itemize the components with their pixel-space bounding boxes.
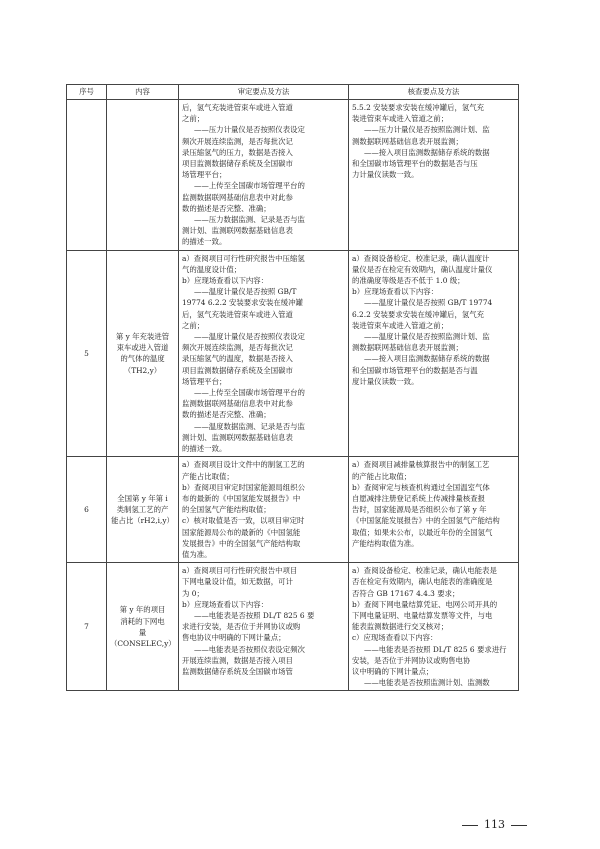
verify-line: 5.5.2 安装要求安装在缓冲罐后，氢气充 xyxy=(352,103,485,112)
verify-line: 自愿减排注册登记系统上传减排量核查报 xyxy=(352,493,486,503)
review-line: ——电能表是否按照仪表设定频次 xyxy=(194,644,305,654)
review-line: ——上传至全国碳市场管理平台的 xyxy=(194,388,305,398)
verify-points-cell xyxy=(349,563,519,691)
review-line: 的描述一致。 xyxy=(182,444,227,454)
table-body xyxy=(67,100,519,691)
verify-points-cell xyxy=(349,100,519,251)
verify-line: 否符合 GB 17167 4.4.3 要求； xyxy=(352,588,460,598)
review-line: 数的描述是否完整、准确； xyxy=(182,203,271,213)
verify-line: 产能结构取值为准。 xyxy=(352,538,419,548)
verify-line: b）应现场查看以下内容： xyxy=(352,287,439,297)
review-line: a）查阅项目可行性研究报告中项目 xyxy=(182,566,298,576)
verify-line: b）查阅审定与核查机构通过全国温室气体 xyxy=(352,482,490,492)
content-line: （CONSELEC,y） xyxy=(110,638,176,648)
review-line: 数的描述是否完整、准确； xyxy=(182,410,271,420)
review-line: 之前； xyxy=(182,114,205,124)
review-line: 后，氢气充装进管束车或进入管道 xyxy=(182,103,293,112)
row-content-cell xyxy=(107,100,179,251)
header-content: 内容 xyxy=(107,85,179,100)
verify-line: c）应现场查看以下内容： xyxy=(352,633,438,643)
verify-line: 测数据联网基础信息表开展监测； xyxy=(352,136,463,146)
review-line: 气的温度设计值； xyxy=(182,264,242,274)
verify-line: 装进管束车或进入管道之前； xyxy=(352,114,449,124)
review-line: 布的最新的《中国氢能发展报告》中 xyxy=(182,493,301,503)
verify-line: 下网电量证明、电量结算发票等文件，与电 xyxy=(352,610,493,620)
review-line: ——压力计量仪是否按照仪表设定 xyxy=(194,125,305,135)
review-line: ——电能表是否按照 DL/T 825 6 要 xyxy=(194,610,315,620)
verify-line: a）查阅设备检定、校准记录，确认温度计 xyxy=(352,253,490,263)
review-line: 开展连续监测，数据是否接入项目 xyxy=(182,655,293,665)
table-row xyxy=(67,563,519,691)
review-line: b）查阅项目审定时国家能源局组织公 xyxy=(182,482,305,492)
review-line: ——压力数据监测、记录是否与监 xyxy=(194,215,305,225)
verify-points-cell xyxy=(349,250,519,457)
content-line: （TH2,y） xyxy=(123,365,162,375)
review-line: ——温度计量仪是否按照 GB/T xyxy=(194,287,297,297)
verify-line: 的准确度等级是否不低于 1.0 级； xyxy=(352,276,465,286)
verify-line: 《中国氢能发展报告》中的全国氢气产能结构 xyxy=(352,516,500,526)
table-row xyxy=(67,100,519,251)
verify-line: ——温度计量仪是否按照监测计划、监 xyxy=(364,332,490,342)
review-line: 售电协议中明确的下网计量点； xyxy=(182,633,286,643)
review-line: 19774 6.2.2 安装要求安装在缓冲罐 xyxy=(182,298,303,308)
table-row xyxy=(67,457,519,563)
content-line: 的气体的温度 xyxy=(120,354,165,364)
verify-line: 装进管束车或进入管道之前； xyxy=(352,320,449,330)
verify-line: 否在检定有效期内，确认电能表的准确度是 xyxy=(352,577,493,587)
content-line: 类制氢工艺的产 xyxy=(116,505,169,515)
review-line: 国家能源局公布的最新的《中国氢能 xyxy=(182,527,301,537)
row-content-cell xyxy=(107,250,179,457)
review-line: 频次开展连续监测，是否每批次记 xyxy=(182,136,293,146)
review-line: 测计划、监测联网数据基础信息表 xyxy=(182,226,293,236)
review-points-cell xyxy=(179,100,349,251)
review-line: 发展报告》中的全国氢气产能结构取 xyxy=(182,538,301,548)
verify-line: 取值；如果未公布，以最近年份的全国氢气 xyxy=(352,527,493,537)
table-row xyxy=(67,250,519,457)
verify-line: 议中明确的下网计量点； xyxy=(352,666,434,676)
row-index-cell: 5 xyxy=(67,250,107,457)
review-line: 场管理平台； xyxy=(182,170,227,180)
verify-line: 告时，国家能源局是否组织公布了第 y 年 xyxy=(352,505,487,515)
verify-line: a）查阅项目减排量核算报告中的制氢工艺 xyxy=(352,460,490,470)
row-index-cell: 7 xyxy=(67,563,107,691)
content-line: 量 xyxy=(138,627,147,637)
verify-line: b）查阅下网电量结算凭证、电网公司开具的 xyxy=(352,599,498,609)
review-line: 场管理平台； xyxy=(182,376,227,386)
content-line: 第 y 年的项目 xyxy=(119,605,166,615)
review-line: ——温度计量仪是否按照仪表设定 xyxy=(194,332,305,342)
verify-line: 量仪是否在检定有效期内，确认温度计量仪 xyxy=(352,264,493,274)
verify-line: 度计量仪读数一致。 xyxy=(352,376,419,386)
page-number-dash-left xyxy=(462,825,478,826)
verify-line: 的产能占比取值； xyxy=(352,471,412,481)
header-verify-points: 核查要点及方法 xyxy=(349,85,519,100)
verify-line: ——接入项目监测数据储存系统的数据 xyxy=(364,354,490,364)
review-line: 值为准。 xyxy=(182,549,212,559)
verify-line: a）查阅设备检定、校准记录，确认电能表是 xyxy=(352,566,497,576)
review-line: a）查阅项目可行性研究报告中压缩氢 xyxy=(182,253,305,263)
review-table xyxy=(66,84,519,691)
review-line: 下网电量设计值，如无数据，可计 xyxy=(182,577,293,587)
row-content-cell xyxy=(107,563,179,691)
verify-line: 力计量仪读数一致。 xyxy=(352,170,419,180)
verify-line: 和全国碳市场管理平台的数据是否与压 xyxy=(352,159,478,169)
review-line: ——温度数据监测、记录是否与监 xyxy=(194,421,305,431)
review-line: 测计划、监测联网数据基础信息表 xyxy=(182,432,293,442)
review-line: 监测数据联网基础信息表中对此参 xyxy=(182,192,293,202)
review-line: 监测数据联网基础信息表中对此参 xyxy=(182,399,293,409)
verify-line: 能表监测数据进行交叉核对； xyxy=(352,622,449,632)
review-line: 求进行安装，是否位于并网协议或购 xyxy=(182,622,301,632)
row-content-cell xyxy=(107,457,179,563)
page-number-dash-right xyxy=(511,825,527,826)
verify-line: 和全国碳市场管理平台的数据是否与温 xyxy=(352,365,478,375)
verify-line: 安装，是否位于并网协议或购售电协 xyxy=(352,655,471,665)
review-line: b）应现场查看以下内容： xyxy=(182,599,269,609)
verify-line: 测数据联网基础信息表开展监测； xyxy=(352,343,463,353)
review-line: 的全国氢气产能结构取值； xyxy=(182,505,271,515)
verify-line: ——温度计量仪是否按照 GB/T 19774 xyxy=(364,298,493,308)
verify-line: ——电能表是否按照监测计划、监测数 xyxy=(364,678,490,688)
review-line: 的描述一致。 xyxy=(182,237,227,247)
content-line: 全国第 y 年第 i xyxy=(117,493,168,503)
verify-line: 6.2.2 安装要求安装在缓冲罐后，氢气充 xyxy=(352,309,485,319)
content-line: 消耗的下网电 xyxy=(120,616,165,626)
verify-line: ——电能表是否按照 DL/T 825 6 要求进行 xyxy=(364,644,507,654)
review-points-cell xyxy=(179,457,349,563)
header-index: 序号 xyxy=(67,85,107,100)
row-index-cell: 6 xyxy=(67,457,107,563)
content-line: 能占比（rH2,i,y） xyxy=(111,516,174,526)
review-line: 后，氢气充装进管束车或进入管道 xyxy=(182,309,293,319)
page-number xyxy=(456,818,533,831)
review-line: ——上传至全国碳市场管理平台的 xyxy=(194,181,305,191)
verify-line: ——压力计量仪是否按照监测计划、监 xyxy=(364,125,490,135)
review-line: 项目监测数据储存系统及全国碳市 xyxy=(182,365,293,375)
row-index-cell xyxy=(67,100,107,251)
content-line: 束车或进入管道 xyxy=(116,343,169,353)
review-points-cell xyxy=(179,563,349,691)
review-line: 频次开展连续监测，是否每批次记 xyxy=(182,343,293,353)
review-line: 之前； xyxy=(182,320,205,330)
table-header-row xyxy=(67,85,519,100)
verify-line: ——接入项目监测数据储存系统的数据 xyxy=(364,147,490,157)
review-line: b）应现场查看以下内容： xyxy=(182,276,269,286)
review-points-cell xyxy=(179,250,349,457)
review-line: 监测数据储存系统及全国碳市场管 xyxy=(182,666,293,676)
review-line: 录压缩氢气的压力，数据是否接入 xyxy=(182,147,293,157)
review-line: 项目监测数据储存系统及全国碳市 xyxy=(182,159,293,169)
review-line: a）查阅项目设计文件中的制氢工艺的 xyxy=(182,460,305,470)
review-line: 产能占比取值； xyxy=(182,471,234,481)
header-review-points: 审定要点及方法 xyxy=(179,85,349,100)
content-line: 第 y 年充装进管 xyxy=(115,332,170,342)
review-line: 为 0； xyxy=(182,588,204,598)
verify-points-cell xyxy=(349,457,519,563)
review-line: 录压缩氢气的温度，数据是否接入 xyxy=(182,354,293,364)
page-number-text: 113 xyxy=(484,818,505,831)
review-line: c）核对取值是否一致，以项目审定时 xyxy=(182,516,305,526)
